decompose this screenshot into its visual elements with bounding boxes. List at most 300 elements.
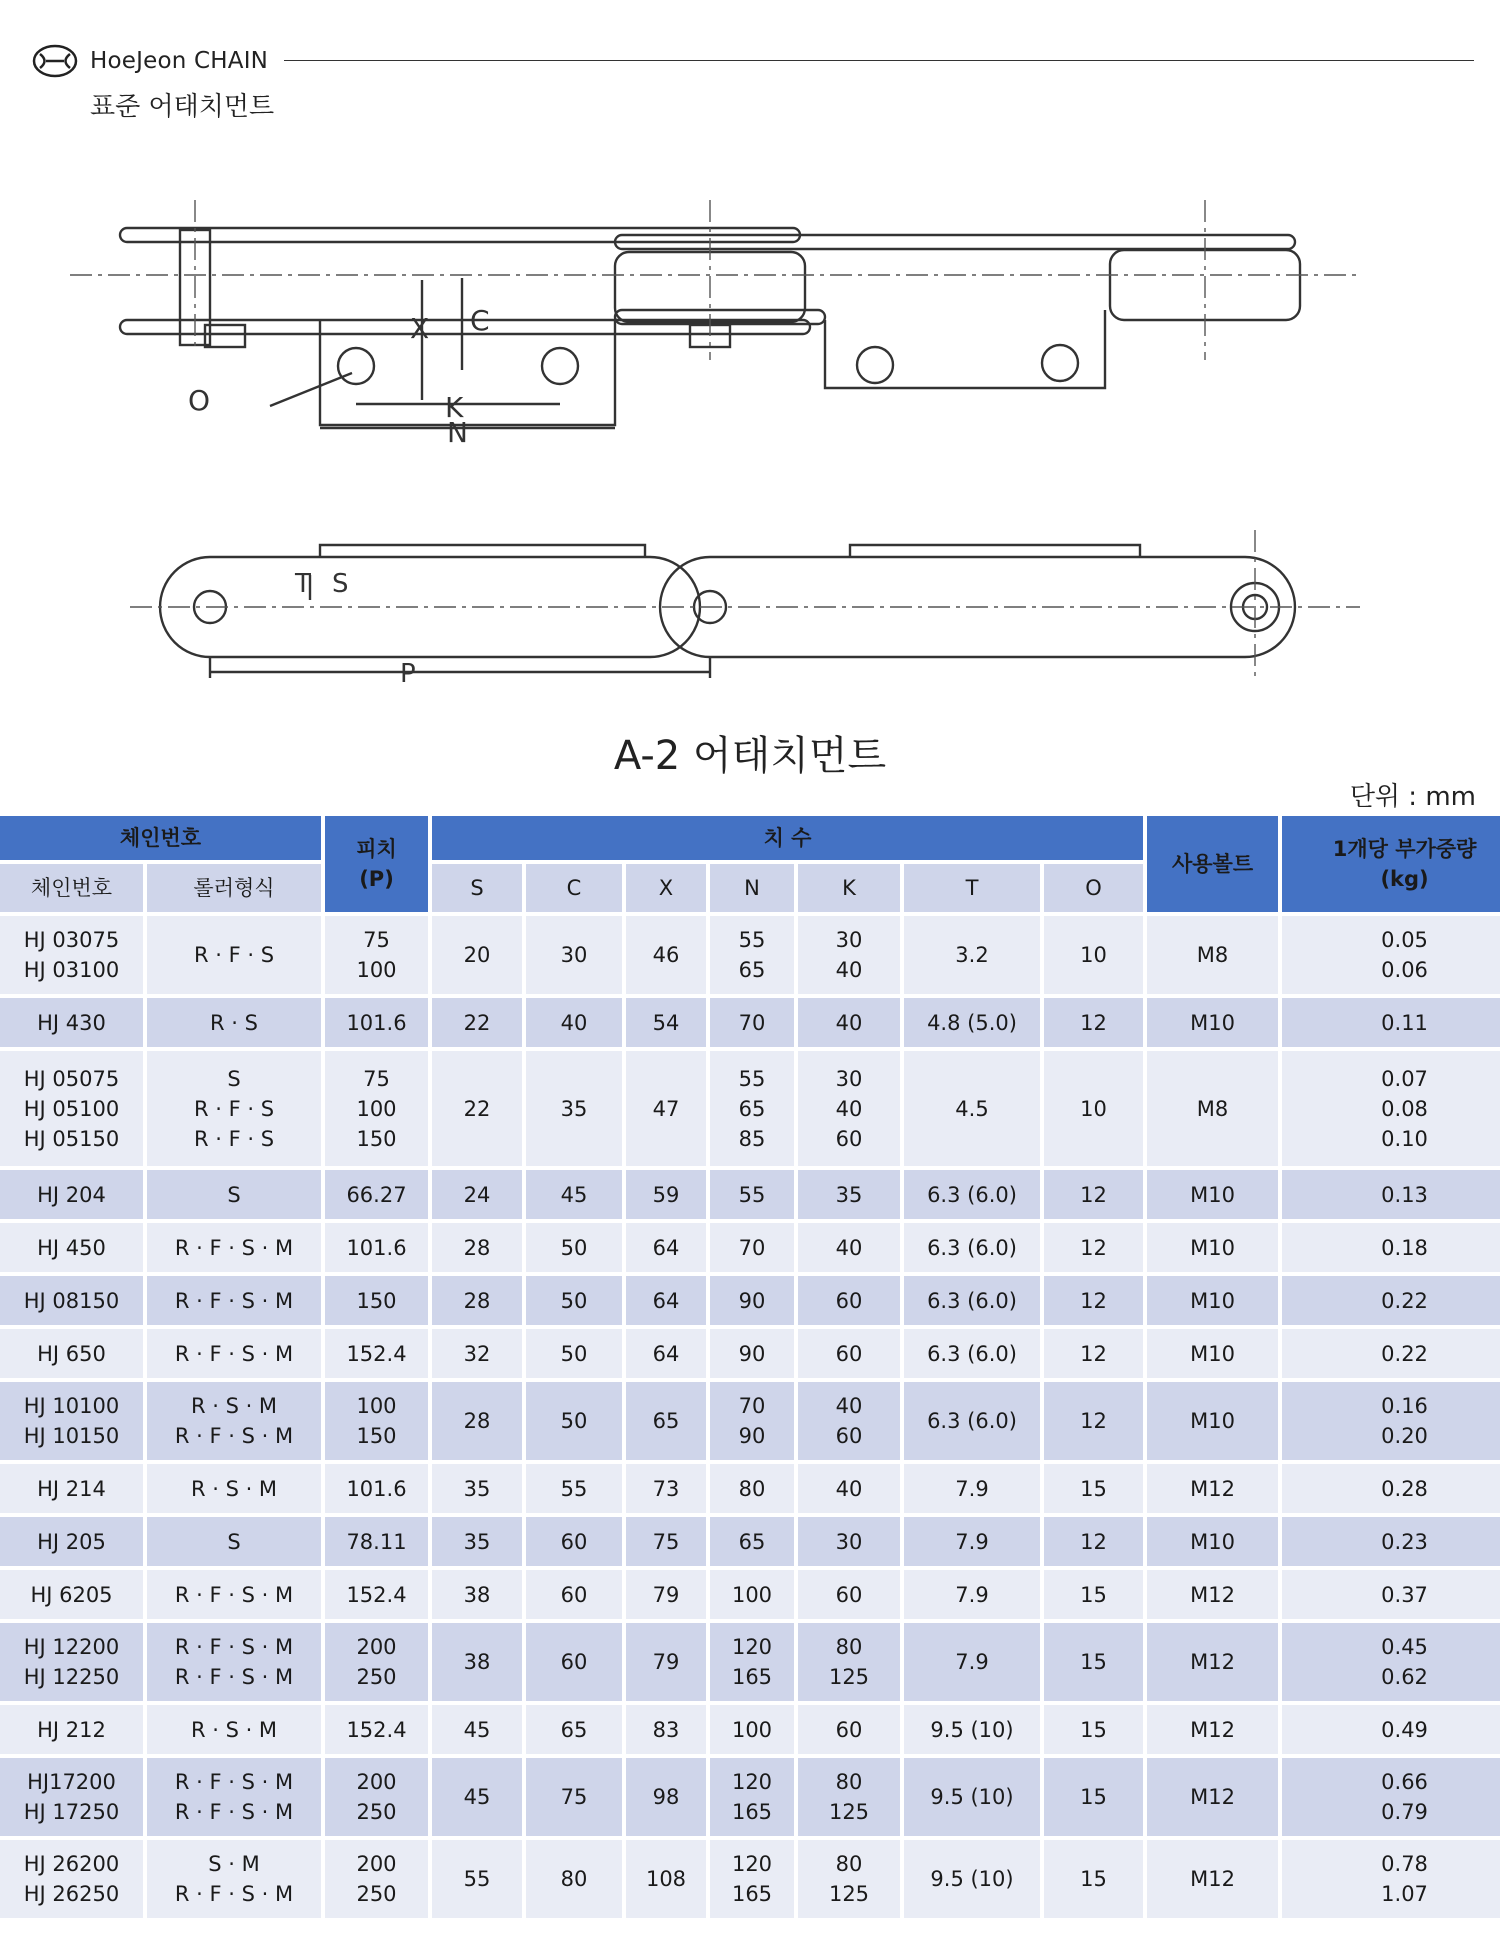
header-weight: 1개당 부가중량 (kg) xyxy=(1282,816,1500,912)
dim-X-cell: 75 xyxy=(626,1517,706,1566)
dim-X-cell: 64 xyxy=(626,1276,706,1325)
weight-cell-line: 0.66 xyxy=(1381,1770,1428,1794)
roller-type-cell xyxy=(147,1329,321,1378)
roller-type-cell-line: R · S xyxy=(210,1010,258,1035)
pitch-cell xyxy=(325,1382,428,1460)
chain-no-cell xyxy=(0,1329,143,1378)
dim-X-cell: 79 xyxy=(626,1570,706,1619)
weight-cell-line: 0.23 xyxy=(1381,1529,1428,1554)
svg-text:S: S xyxy=(332,569,349,599)
dim-C-cell: 65 xyxy=(526,1705,622,1754)
roller-type-cell xyxy=(147,1382,321,1460)
subheader-S: S xyxy=(432,864,522,912)
roller-type-cell-line: R · F · S xyxy=(193,943,275,967)
dim-K-cell-line: 35 xyxy=(835,1182,863,1207)
roller-type-cell xyxy=(147,1517,321,1566)
dim-C-cell: 60 xyxy=(526,1570,622,1619)
table-row xyxy=(0,1051,1500,1166)
chain-no-cell xyxy=(0,1517,143,1566)
table-row xyxy=(0,998,1500,1047)
pitch-cell xyxy=(325,1758,428,1836)
pitch-cell-line: 152.4 xyxy=(346,1341,407,1366)
dim-N-cell-line: 65 xyxy=(738,958,766,982)
chain-no-cell-line: HJ 650 xyxy=(37,1341,106,1366)
dim-K-cell-line: 80 xyxy=(835,1770,863,1794)
dim-K-cell xyxy=(798,916,900,994)
dim-S-cell: 28 xyxy=(432,1276,522,1325)
roller-type-cell xyxy=(147,1705,321,1754)
dim-N-cell-line: 165 xyxy=(731,1800,773,1824)
dim-X-cell: 46 xyxy=(626,916,706,994)
dim-S-cell: 24 xyxy=(432,1170,522,1219)
side-attachment-2 xyxy=(850,545,1140,557)
pitch-cell xyxy=(325,916,428,994)
dim-T-cell: 6.3 (6.0) xyxy=(904,1329,1040,1378)
pitch-cell-line: 250 xyxy=(356,1800,397,1824)
dim-N-cell xyxy=(710,998,794,1047)
roller-type-cell-line: R · F · S xyxy=(193,1126,275,1151)
dim-N-cell xyxy=(710,1464,794,1513)
table-row xyxy=(0,1170,1500,1219)
dim-N-cell-line: 120 xyxy=(731,1770,773,1794)
chain-no-cell xyxy=(0,1758,143,1836)
weight-cell xyxy=(1282,1517,1500,1566)
dim-X-cell: 54 xyxy=(626,998,706,1047)
dim-O-cell: 10 xyxy=(1044,1051,1143,1166)
dim-N-cell-line: 80 xyxy=(738,1476,766,1501)
dim-T-cell: 6.3 (6.0) xyxy=(904,1223,1040,1272)
bolt-cell: M12 xyxy=(1147,1840,1278,1918)
weight-cell xyxy=(1282,998,1500,1047)
dim-T-cell: 6.3 (6.0) xyxy=(904,1382,1040,1460)
side-link-1 xyxy=(160,557,700,657)
dim-T-cell: 7.9 xyxy=(904,1517,1040,1566)
dim-O-cell: 12 xyxy=(1044,1329,1143,1378)
dim-C-cell: 50 xyxy=(526,1382,622,1460)
figure-title: A-2 어태치먼트 xyxy=(613,733,887,779)
weight-cell-line: 0.79 xyxy=(1381,1800,1428,1824)
pitch-cell-line: 101.6 xyxy=(346,1476,407,1501)
pitch-cell xyxy=(325,1329,428,1378)
dim-N-cell-line: 90 xyxy=(738,1424,766,1448)
dim-S-cell: 35 xyxy=(432,1464,522,1513)
attachment-drawing xyxy=(70,160,1390,700)
dim-S-cell: 55 xyxy=(432,1840,522,1918)
chain-no-cell-line: HJ 12200 xyxy=(23,1635,120,1659)
weight-cell-line: 0.37 xyxy=(1381,1582,1428,1607)
bolt-cell: M8 xyxy=(1147,1051,1278,1166)
dim-C-cell: 30 xyxy=(526,916,622,994)
dim-N-cell-line: 65 xyxy=(738,1096,766,1121)
bolt-cell: M12 xyxy=(1147,1705,1278,1754)
pitch-cell xyxy=(325,1170,428,1219)
pitch-cell-line: 66.27 xyxy=(346,1182,407,1207)
chain-no-cell-line: HJ 205 xyxy=(37,1529,106,1554)
dim-N-cell-line: 165 xyxy=(731,1882,773,1906)
dim-K-cell xyxy=(798,1223,900,1272)
chain-no-cell-line: HJ17200 xyxy=(27,1770,116,1794)
bolt-cell: M10 xyxy=(1147,1382,1278,1460)
dim-C-cell: 45 xyxy=(526,1170,622,1219)
dim-K-cell-line: 40 xyxy=(835,1010,863,1035)
dim-N-cell xyxy=(710,1170,794,1219)
chain-no-cell-line: HJ 26250 xyxy=(23,1882,120,1906)
bolt-cell: M12 xyxy=(1147,1464,1278,1513)
weight-cell xyxy=(1282,916,1500,994)
chain-no-cell xyxy=(0,998,143,1047)
dim-O-cell: 15 xyxy=(1044,1464,1143,1513)
roller-type-cell-line: R · F · S · M xyxy=(174,1635,294,1659)
dim-N-cell-line: 55 xyxy=(738,1182,766,1207)
chain-no-cell-line: HJ 12250 xyxy=(23,1665,120,1689)
weight-cell-line: 0.22 xyxy=(1381,1341,1428,1366)
dim-K-cell-line: 30 xyxy=(835,1529,863,1554)
weight-cell-line: 0.10 xyxy=(1381,1126,1428,1151)
dim-O-cell: 12 xyxy=(1044,1382,1143,1460)
roller-type-cell-line: R · F · S · M xyxy=(174,1582,294,1607)
subheader-X: X xyxy=(626,864,706,912)
dim-N-cell-line: 70 xyxy=(738,1010,766,1035)
weight-cell-line: 0.28 xyxy=(1381,1476,1428,1501)
dim-K-cell-line: 125 xyxy=(828,1665,870,1689)
dim-K-cell xyxy=(798,1517,900,1566)
dim-T-cell: 6.3 (6.0) xyxy=(904,1276,1040,1325)
weight-cell xyxy=(1282,1570,1500,1619)
bolt-cell: M10 xyxy=(1147,1517,1278,1566)
pitch-cell-line: 200 xyxy=(356,1635,397,1659)
dim-K-cell-line: 40 xyxy=(835,1096,863,1121)
weight-cell-line: 0.08 xyxy=(1381,1096,1428,1121)
roller-type-cell xyxy=(147,916,321,994)
chain-no-cell-line: HJ 6205 xyxy=(30,1582,113,1607)
table-row xyxy=(0,1570,1500,1619)
roller-type-cell-line: S xyxy=(227,1066,241,1091)
chain-no-cell xyxy=(0,1051,143,1166)
dim-O-cell: 15 xyxy=(1044,1570,1143,1619)
weight-cell-line: 0.45 xyxy=(1381,1635,1428,1659)
dim-K-cell-line: 80 xyxy=(835,1852,863,1876)
header-chain-no: 체인번호 xyxy=(0,816,321,860)
weight-cell-line: 0.07 xyxy=(1381,1066,1428,1091)
dim-N-cell xyxy=(710,1223,794,1272)
chain-no-cell-line: HJ 10150 xyxy=(23,1424,120,1448)
chain-no-cell xyxy=(0,1170,143,1219)
table-row xyxy=(0,1840,1500,1918)
roller-type-cell-line: S xyxy=(227,1529,241,1554)
dim-K-cell-line: 60 xyxy=(835,1582,863,1607)
svg-text:N: N xyxy=(447,416,468,449)
bolt-cell: M8 xyxy=(1147,916,1278,994)
pitch-cell-line: 152.4 xyxy=(346,1582,407,1607)
dim-N-cell xyxy=(710,1051,794,1166)
bolt-cell: M10 xyxy=(1147,1276,1278,1325)
roller-type-cell xyxy=(147,1051,321,1166)
roller-type-cell-line: S · M xyxy=(208,1852,260,1876)
header-dimensions: 치 수 xyxy=(432,816,1143,860)
dim-O-cell: 15 xyxy=(1044,1623,1143,1701)
pitch-cell-line: 78.11 xyxy=(346,1529,407,1554)
dim-C-cell: 60 xyxy=(526,1517,622,1566)
pitch-cell xyxy=(325,1223,428,1272)
subheader-C: C xyxy=(526,864,622,912)
dim-K-cell-line: 60 xyxy=(835,1717,863,1742)
dim-K-cell-line: 60 xyxy=(835,1341,863,1366)
dim-K-cell-line: 125 xyxy=(828,1882,870,1906)
dim-K-cell xyxy=(798,1382,900,1460)
chain-no-cell-line: HJ 26200 xyxy=(23,1852,120,1876)
pitch-cell-line: 101.6 xyxy=(346,1010,407,1035)
table-row xyxy=(0,1382,1500,1460)
weight-cell-line: 0.20 xyxy=(1381,1424,1428,1448)
pitch-cell-line: 100 xyxy=(356,958,397,982)
roller-type-cell xyxy=(147,1623,321,1701)
svg-text:K: K xyxy=(445,391,464,424)
roller-type-cell xyxy=(147,1840,321,1918)
dim-N-cell xyxy=(710,1840,794,1918)
dim-N-cell-line: 70 xyxy=(738,1394,766,1418)
dim-T-cell: 9.5 (10) xyxy=(904,1705,1040,1754)
dim-K-cell xyxy=(798,1758,900,1836)
dim-N-cell-line: 120 xyxy=(731,1852,773,1876)
dim-T-cell: 7.9 xyxy=(904,1623,1040,1701)
chain-no-cell xyxy=(0,1705,143,1754)
weight-cell xyxy=(1282,1223,1500,1272)
chain-no-cell-line: HJ 212 xyxy=(37,1717,106,1742)
dim-T-cell: 4.5 xyxy=(904,1051,1040,1166)
dim-C-cell: 50 xyxy=(526,1223,622,1272)
chain-no-cell xyxy=(0,1840,143,1918)
dim-O-cell: 15 xyxy=(1044,1758,1143,1836)
roller-type-cell-line: S xyxy=(227,1182,241,1207)
dim-K-cell xyxy=(798,1464,900,1513)
svg-text:T: T xyxy=(295,569,311,599)
table-row xyxy=(0,1623,1500,1701)
dim-K-cell xyxy=(798,1570,900,1619)
chain-no-cell-line: HJ 05075 xyxy=(23,1066,120,1091)
dim-C-cell: 50 xyxy=(526,1329,622,1378)
svg-text:O: O xyxy=(188,384,211,417)
dim-X-cell: 73 xyxy=(626,1464,706,1513)
dim-K-cell xyxy=(798,1329,900,1378)
dim-N-cell-line: 165 xyxy=(731,1665,773,1689)
bolt-cell: M10 xyxy=(1147,1329,1278,1378)
dim-S-cell: 35 xyxy=(432,1517,522,1566)
spec-table xyxy=(0,812,1500,1922)
table-row xyxy=(0,1705,1500,1754)
pitch-cell xyxy=(325,998,428,1047)
dim-S-cell: 28 xyxy=(432,1223,522,1272)
dim-O-cell: 12 xyxy=(1044,998,1143,1047)
dim-K-cell xyxy=(798,1623,900,1701)
dim-O-cell: 15 xyxy=(1044,1705,1143,1754)
chain-no-cell-line: HJ 03075 xyxy=(23,928,120,952)
bolt-cell: M12 xyxy=(1147,1758,1278,1836)
pitch-cell-line: 75 xyxy=(363,928,390,952)
table-row xyxy=(0,1758,1500,1836)
weight-cell xyxy=(1282,1276,1500,1325)
roller-type-cell-line: R · F · S · M xyxy=(174,1882,294,1906)
dim-N-cell xyxy=(710,1758,794,1836)
dim-C-cell: 40 xyxy=(526,998,622,1047)
dim-S-cell: 45 xyxy=(432,1758,522,1836)
pitch-cell-line: 152.4 xyxy=(346,1717,407,1742)
dim-C-cell: 80 xyxy=(526,1840,622,1918)
roller-type-cell-line: R · F · S · M xyxy=(174,1424,294,1448)
svg-text:P: P xyxy=(400,659,416,689)
dim-C-cell: 60 xyxy=(526,1623,622,1701)
pitch-cell-line: 200 xyxy=(356,1770,397,1794)
pitch-cell-line: 101.6 xyxy=(346,1235,407,1260)
pitch-cell xyxy=(325,1276,428,1325)
pitch-cell-line: 100 xyxy=(356,1394,397,1418)
dim-X-cell: 98 xyxy=(626,1758,706,1836)
dim-O-cell: 12 xyxy=(1044,1517,1143,1566)
dim-S-cell: 38 xyxy=(432,1623,522,1701)
bolt-cell: M10 xyxy=(1147,1223,1278,1272)
subheader-T: T xyxy=(904,864,1040,912)
dim-X-cell: 108 xyxy=(626,1840,706,1918)
chain-no-cell-line: HJ 05150 xyxy=(23,1126,120,1151)
dim-X-cell: 47 xyxy=(626,1051,706,1166)
unit-label: 단위 : mm xyxy=(1349,782,1476,812)
dim-N-cell xyxy=(710,1705,794,1754)
weight-cell-line: 0.62 xyxy=(1381,1665,1428,1689)
dim-N-cell-line: 100 xyxy=(731,1582,773,1607)
weight-cell-line: 0.78 xyxy=(1381,1852,1428,1876)
dim-O-cell: 12 xyxy=(1044,1170,1143,1219)
dim-K-cell-line: 40 xyxy=(835,958,863,982)
dim-S-cell: 22 xyxy=(432,998,522,1047)
pitch-cell xyxy=(325,1051,428,1166)
weight-cell xyxy=(1282,1705,1500,1754)
dim-N-cell-line: 70 xyxy=(738,1235,766,1260)
weight-cell-line: 0.06 xyxy=(1381,958,1428,982)
bolt-cell: M12 xyxy=(1147,1570,1278,1619)
weight-cell-line: 1.07 xyxy=(1381,1882,1428,1906)
roller-type-cell-line: R · S · M xyxy=(190,1476,278,1501)
chain-no-cell-line: HJ 450 xyxy=(37,1235,106,1260)
chain-no-cell xyxy=(0,1276,143,1325)
dim-K-cell-line: 60 xyxy=(835,1288,863,1313)
dim-C-cell: 75 xyxy=(526,1758,622,1836)
weight-cell xyxy=(1282,1170,1500,1219)
dim-O-cell: 15 xyxy=(1044,1840,1143,1918)
dim-N-cell-line: 55 xyxy=(738,928,766,952)
dim-N-cell-line: 90 xyxy=(738,1288,766,1313)
dim-C-cell: 35 xyxy=(526,1051,622,1166)
pitch-cell-line: 75 xyxy=(363,1066,390,1091)
header-pitch: 피치 (P) xyxy=(325,816,428,912)
dim-X-cell: 59 xyxy=(626,1170,706,1219)
pitch-cell-line: 100 xyxy=(356,1096,397,1121)
dim-K-cell-line: 60 xyxy=(835,1424,863,1448)
pitch-cell-line: 150 xyxy=(356,1424,397,1448)
dim-S-cell: 45 xyxy=(432,1705,522,1754)
roller-type-cell-line: R · S · M xyxy=(190,1717,278,1742)
dim-N-cell xyxy=(710,1382,794,1460)
dim-X-cell: 64 xyxy=(626,1329,706,1378)
dim-K-cell-line: 40 xyxy=(835,1235,863,1260)
weight-cell xyxy=(1282,1464,1500,1513)
roller-type-cell-line: R · S · M xyxy=(190,1394,278,1418)
roller-type-cell xyxy=(147,1170,321,1219)
chain-no-cell xyxy=(0,1464,143,1513)
pitch-cell xyxy=(325,1705,428,1754)
weight-cell-line: 0.13 xyxy=(1381,1182,1428,1207)
dim-N-cell xyxy=(710,1517,794,1566)
chain-no-cell xyxy=(0,1382,143,1460)
dim-T-cell: 7.9 xyxy=(904,1570,1040,1619)
pitch-cell-line: 250 xyxy=(356,1665,397,1689)
roller-type-cell-line: R · F · S · M xyxy=(174,1235,294,1260)
dim-C-cell: 50 xyxy=(526,1276,622,1325)
subheader-roller: 롤러형식 xyxy=(147,864,321,912)
chain-no-cell xyxy=(0,1623,143,1701)
dim-K-cell-line: 40 xyxy=(835,1394,863,1418)
chain-no-cell-line: HJ 430 xyxy=(37,1010,106,1035)
dim-T-cell: 4.8 (5.0) xyxy=(904,998,1040,1047)
dim-S-cell: 38 xyxy=(432,1570,522,1619)
roller-type-cell-line: R · F · S xyxy=(193,1096,275,1121)
pitch-cell-line: 150 xyxy=(356,1126,397,1151)
table-row xyxy=(0,1464,1500,1513)
dim-N-cell xyxy=(710,916,794,994)
dim-K-cell-line: 40 xyxy=(835,1476,863,1501)
dim-N-cell xyxy=(710,1570,794,1619)
brand-name: HoeJeon CHAIN xyxy=(90,48,269,74)
dim-S-cell: 28 xyxy=(432,1382,522,1460)
dim-T-cell: 9.5 (10) xyxy=(904,1758,1040,1836)
dim-N-cell-line: 65 xyxy=(738,1529,766,1554)
dim-T-cell: 9.5 (10) xyxy=(904,1840,1040,1918)
chain-no-cell-line: HJ 204 xyxy=(37,1182,106,1207)
dim-K-cell-line: 125 xyxy=(828,1800,870,1824)
dim-K-cell xyxy=(798,1840,900,1918)
dim-X-cell: 64 xyxy=(626,1223,706,1272)
bolt-cell: M10 xyxy=(1147,1170,1278,1219)
dim-O-cell: 12 xyxy=(1044,1223,1143,1272)
roller-type-cell xyxy=(147,1276,321,1325)
dim-K-cell xyxy=(798,1051,900,1166)
dim-S-cell: 32 xyxy=(432,1329,522,1378)
pitch-cell xyxy=(325,1840,428,1918)
chain-no-cell-line: HJ 08150 xyxy=(23,1288,120,1313)
chain-no-cell-line: HJ 03100 xyxy=(23,958,120,982)
dim-X-cell: 65 xyxy=(626,1382,706,1460)
page-header xyxy=(32,40,1472,130)
dim-O-cell: 10 xyxy=(1044,916,1143,994)
dim-K-cell xyxy=(798,1705,900,1754)
subheader-O: O xyxy=(1044,864,1143,912)
dim-N-cell xyxy=(710,1276,794,1325)
subheader-K: K xyxy=(798,864,900,912)
side-attachment-1 xyxy=(320,545,645,557)
chain-no-cell xyxy=(0,1570,143,1619)
dim-T-cell: 7.9 xyxy=(904,1464,1040,1513)
chain-no-cell-line: HJ 05100 xyxy=(23,1096,120,1121)
dim-N-cell xyxy=(710,1623,794,1701)
weight-cell-line: 0.18 xyxy=(1381,1235,1428,1260)
bolt-cell: M12 xyxy=(1147,1623,1278,1701)
header-bolt: 사용볼트 xyxy=(1147,816,1278,912)
dim-O-cell: 12 xyxy=(1044,1276,1143,1325)
chain-no-cell xyxy=(0,916,143,994)
weight-cell-line: 0.22 xyxy=(1381,1288,1428,1313)
pitch-cell-line: 200 xyxy=(356,1852,397,1876)
table-row xyxy=(0,916,1500,994)
attachment-plate-1 xyxy=(320,320,615,425)
roller-type-cell xyxy=(147,998,321,1047)
